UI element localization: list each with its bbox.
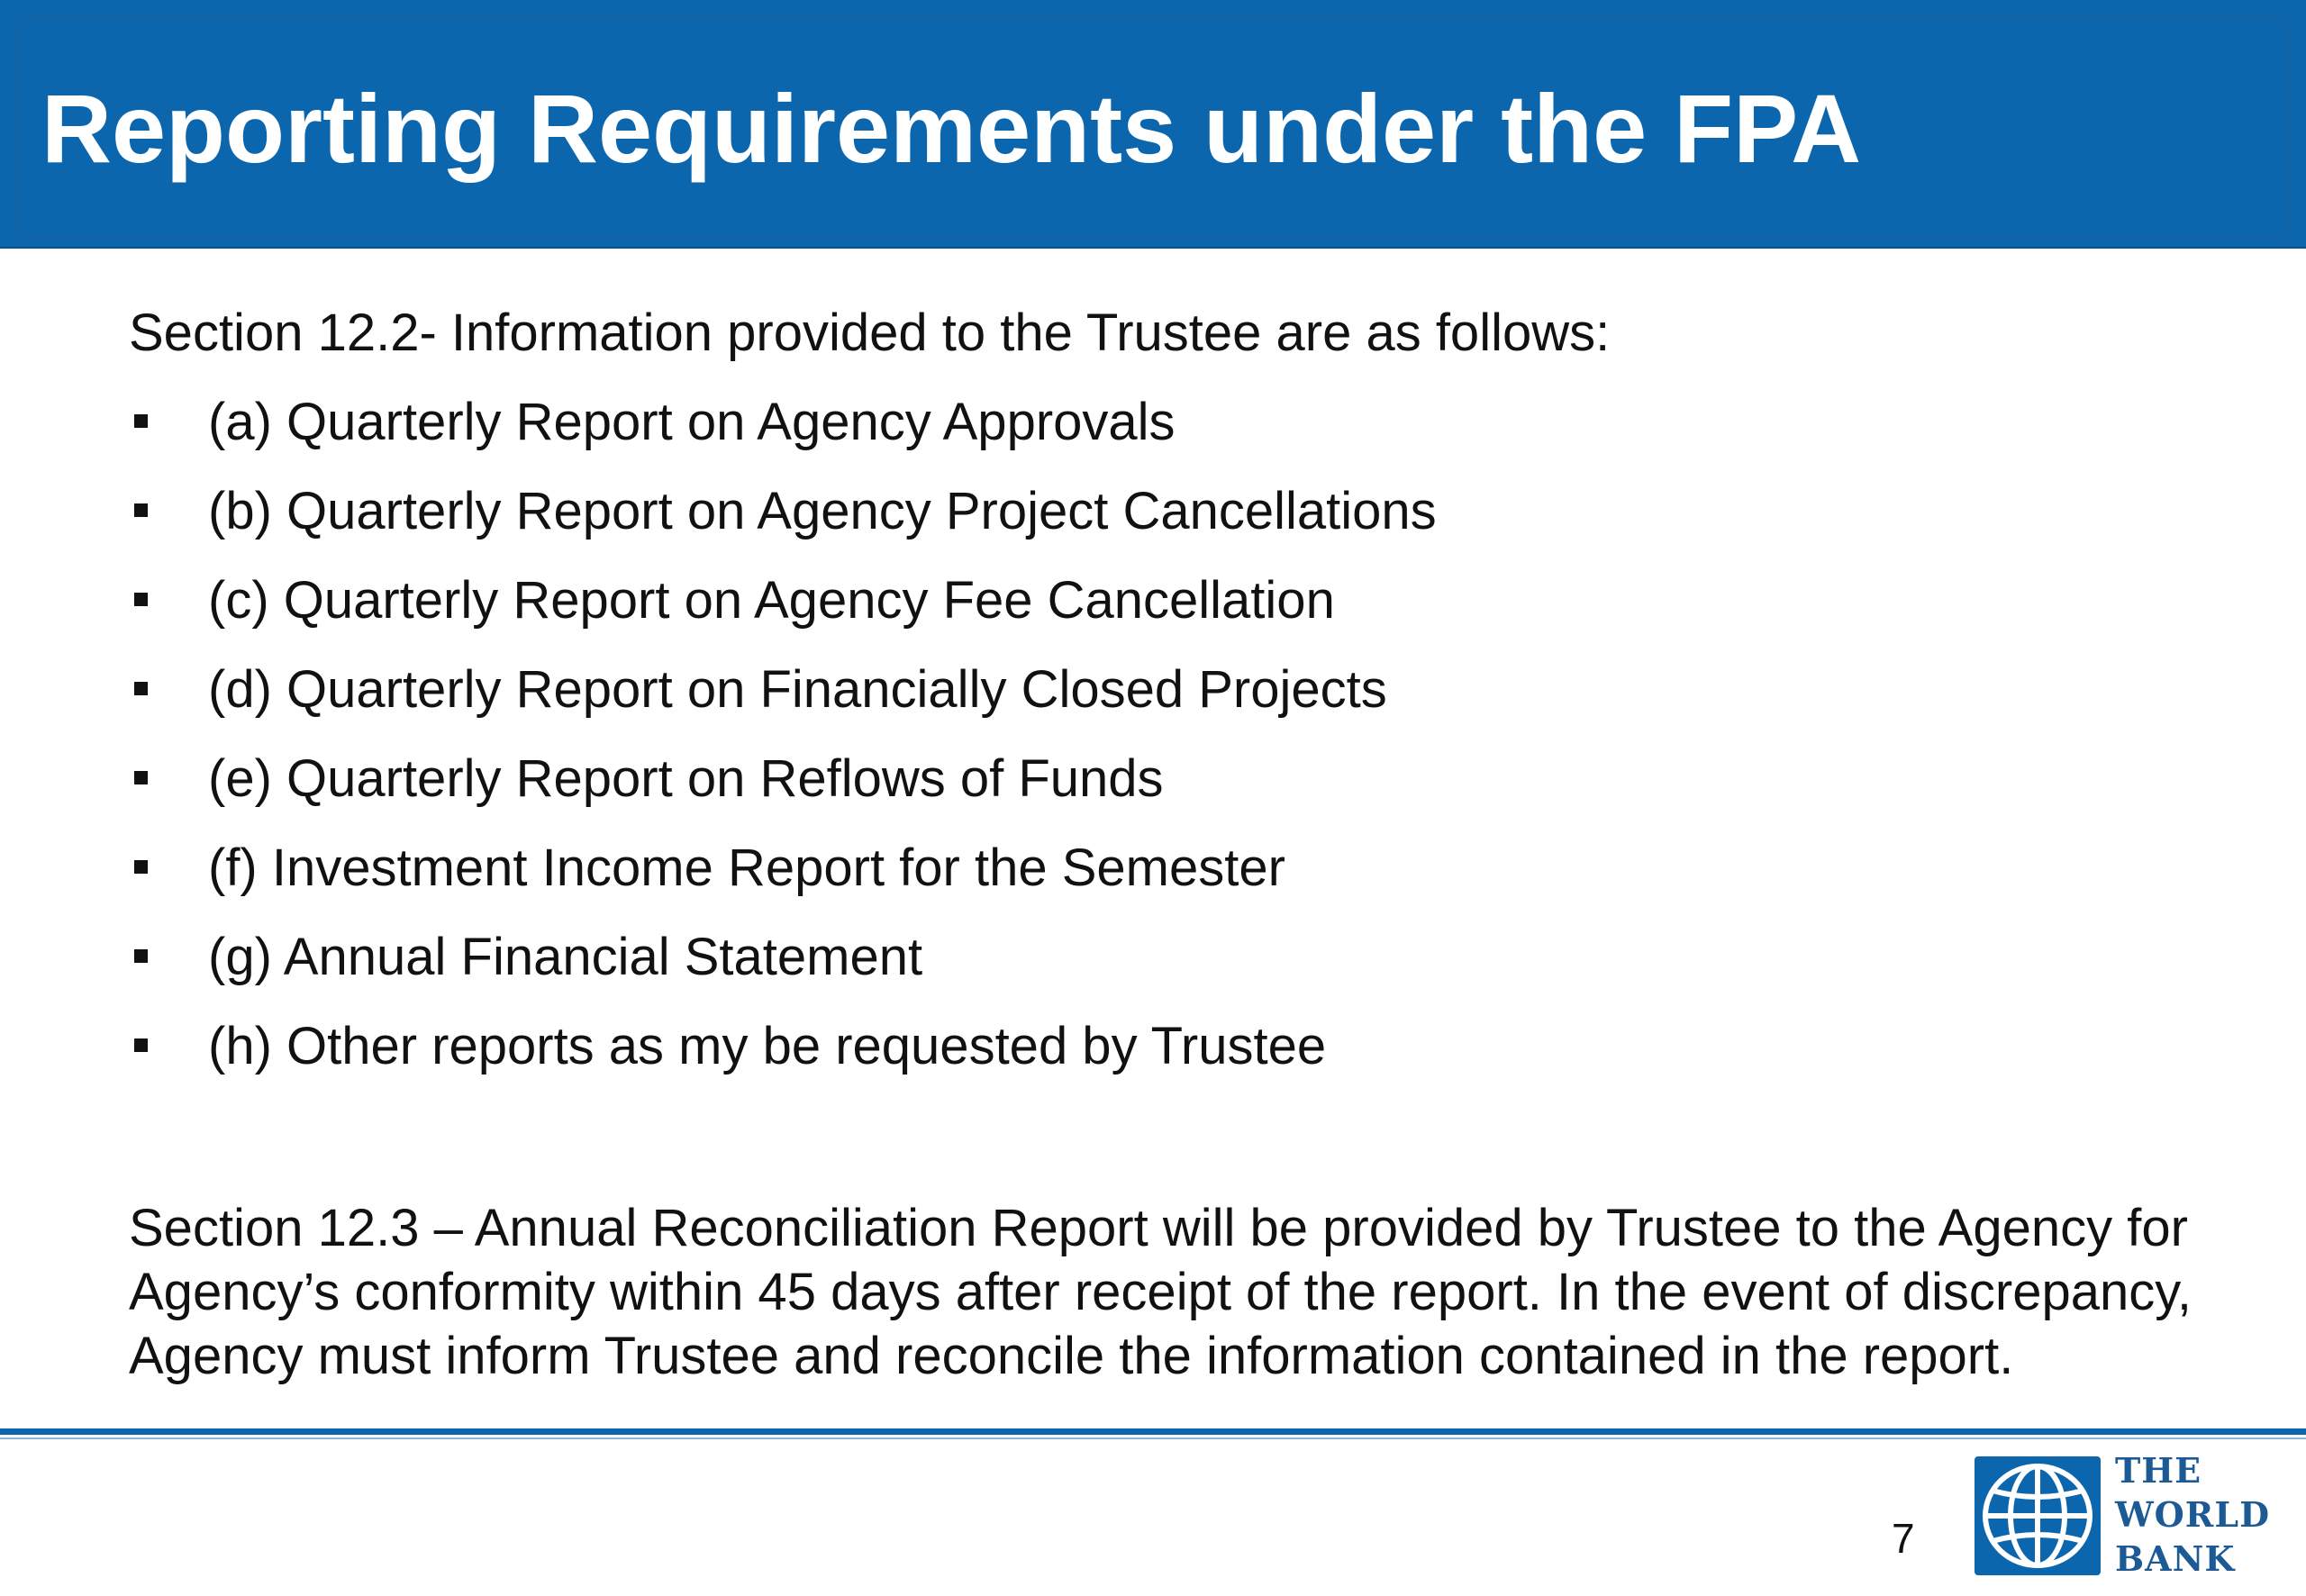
section-12-2: [129, 302, 2246, 1104]
logo-line-the: THE: [2115, 1450, 2202, 1491]
footer-divider: [0, 1428, 2306, 1435]
square-bullet-icon: [134, 593, 148, 606]
list-item-text: (e) Quarterly Report on Reflows of Funds: [208, 749, 1164, 808]
list-item: [129, 658, 2246, 748]
world-bank-wordmark: [2115, 1448, 2270, 1581]
square-bullet-icon: [134, 771, 148, 784]
page-number: 7: [1892, 1515, 1915, 1562]
list-item: [129, 837, 2246, 926]
list-item-text: (h) Other reports as my be requested by Trustee: [208, 1017, 1327, 1075]
footer-divider-thin: [0, 1437, 2306, 1439]
square-bullet-icon: [134, 414, 148, 428]
list-item-text: (b) Quarterly Report on Agency Project Cancellations: [208, 482, 1437, 540]
logo-line-bank: BANK: [2115, 1538, 2236, 1579]
list-item-text: (a) Quarterly Report on Agency Approvals: [208, 393, 1176, 451]
slide-header: [0, 0, 2306, 249]
square-bullet-icon: [134, 503, 148, 517]
square-bullet-icon: [134, 949, 148, 963]
slide-title: Reporting Requirements under the FPA: [41, 74, 1862, 183]
list-item: [129, 480, 2246, 569]
square-bullet-icon: [134, 1038, 148, 1052]
logo-line-world: WORLD: [2115, 1494, 2271, 1535]
square-bullet-icon: [134, 682, 148, 695]
square-bullet-icon: [134, 860, 148, 874]
section-12-3-paragraph: Section 12.3 – Annual Reconciliation Report will be provided by Trustee to the Agency for Agency’s conformity within 45 days after receipt of the report. In the event of discrepancy, Agency must inform Trustee and reconcile the information contained in the report.: [129, 1199, 2193, 1385]
list-item-text: (c) Quarterly Report on Agency Fee Cancellation: [208, 571, 1335, 630]
list-item-text: (g) Annual Financial Statement: [208, 928, 923, 986]
list-item-text: (f) Investment Income Report for the Semester: [208, 839, 1285, 897]
report-list: [129, 391, 2246, 1104]
list-item-text: (d) Quarterly Report on Financially Closed Projects: [208, 660, 1387, 719]
list-item: [129, 748, 2246, 837]
list-item: [129, 926, 2246, 1015]
globe-icon: [1975, 1456, 2101, 1575]
list-item: [129, 569, 2246, 658]
section-12-2-intro: Section 12.2- Information provided to the Trustee are as follows:: [129, 304, 1611, 362]
list-item: [129, 391, 2246, 480]
world-bank-logo: [1975, 1456, 2101, 1575]
list-item: [129, 1015, 2246, 1104]
